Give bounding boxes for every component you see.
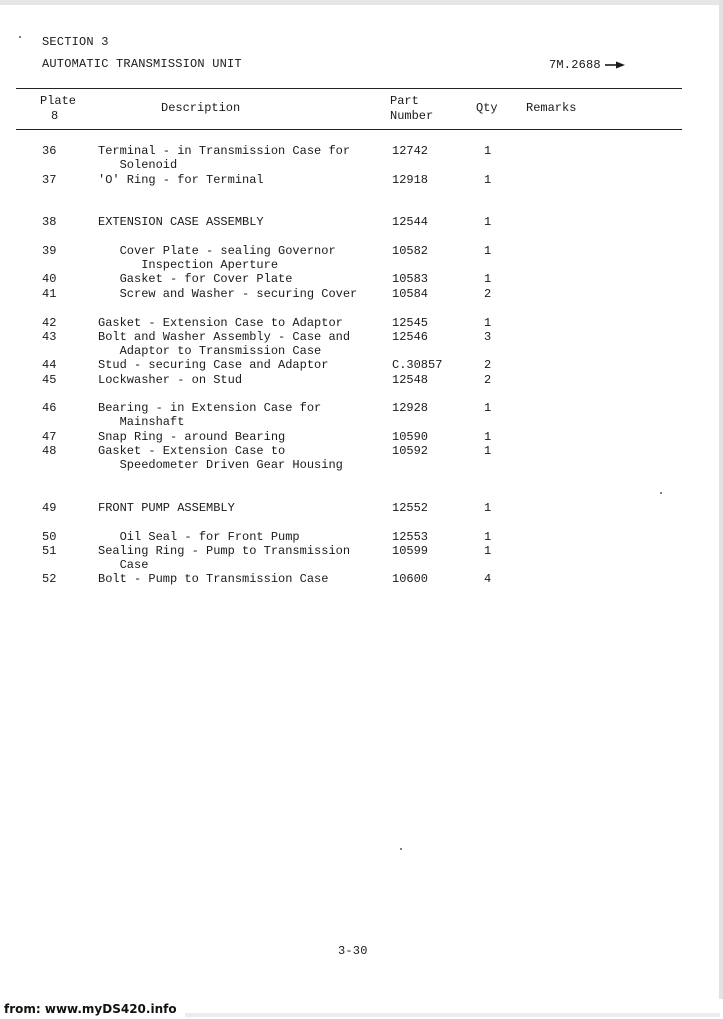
plate-number: 45 [42, 373, 57, 387]
description: Snap Ring - around Bearing [98, 430, 286, 444]
footer-bar [0, 999, 723, 1019]
reference-code-text: 7M.2688 [549, 58, 601, 72]
page-number: 3-30 [338, 944, 368, 958]
description: Lockwasher - on Stud [98, 373, 243, 387]
part-number: 10583 [392, 272, 429, 286]
quantity: 1 [484, 401, 492, 415]
column-header-remarks: Remarks [526, 101, 577, 115]
plate-number: 36 [42, 144, 57, 158]
part-number: 12545 [392, 316, 429, 330]
plate-number: 48 [42, 444, 57, 458]
description: Solenoid [98, 158, 178, 172]
plate-number: 39 [42, 244, 57, 258]
description: Case [98, 558, 149, 572]
description: Bolt and Washer Assembly - Case and [98, 330, 351, 344]
plate-number: 49 [42, 501, 57, 515]
scan-right-edge [719, 0, 723, 1019]
description: Mainshaft [98, 415, 185, 429]
quantity: 2 [484, 358, 492, 372]
plate-number: 51 [42, 544, 57, 558]
quantity: 2 [484, 373, 492, 387]
section-title: SECTION 3 [42, 35, 109, 49]
part-number: 12918 [392, 173, 429, 187]
column-header-number: Number [390, 109, 434, 123]
quantity: 1 [484, 173, 492, 187]
plate-number: 42 [42, 316, 57, 330]
description: Speedometer Driven Gear Housing [98, 458, 343, 472]
description: 'O' Ring - for Terminal [98, 173, 264, 187]
quantity: 1 [484, 215, 492, 229]
description: Terminal - in Transmission Case for [98, 144, 351, 158]
plate-number: 43 [42, 330, 57, 344]
part-number: 12546 [392, 330, 429, 344]
quantity: 1 [484, 430, 492, 444]
part-number: 10584 [392, 287, 429, 301]
plate-number: 50 [42, 530, 57, 544]
quantity: 1 [484, 272, 492, 286]
part-number: 12742 [392, 144, 429, 158]
unit-title: AUTOMATIC TRANSMISSION UNIT [42, 57, 242, 71]
description: Cover Plate - sealing Governor [98, 244, 336, 258]
plate-number: 44 [42, 358, 57, 372]
part-number: 12553 [392, 530, 429, 544]
right-arrow-icon [605, 61, 625, 69]
description: Adaptor to Transmission Case [98, 344, 322, 358]
plate-number: 41 [42, 287, 57, 301]
reference-code [549, 58, 625, 72]
quantity: 1 [484, 444, 492, 458]
description: Bearing - in Extension Case for [98, 401, 322, 415]
plate-number: 52 [42, 572, 57, 586]
header-bottom-rule [16, 129, 682, 130]
column-header-plate-number: 8 [51, 109, 59, 123]
column-header-plate: Plate [40, 94, 77, 108]
footer-scan-band [185, 1013, 720, 1017]
part-number: 10590 [392, 430, 429, 444]
part-number: 10592 [392, 444, 429, 458]
description: Screw and Washer - securing Cover [98, 287, 358, 301]
quantity: 1 [484, 316, 492, 330]
description: Gasket - Extension Case to [98, 444, 286, 458]
scan-speck [660, 492, 662, 494]
description: Bolt - Pump to Transmission Case [98, 572, 329, 586]
plate-number: 38 [42, 215, 57, 229]
description: Stud - securing Case and Adaptor [98, 358, 329, 372]
part-number: 12544 [392, 215, 429, 229]
description: Gasket - Extension Case to Adaptor [98, 316, 343, 330]
column-header-description: Description [161, 101, 241, 115]
part-number: 12928 [392, 401, 429, 415]
description: EXTENSION CASE ASSEMBLY [98, 215, 264, 229]
quantity: 1 [484, 244, 492, 258]
quantity: 1 [484, 544, 492, 558]
header-top-rule [16, 88, 682, 89]
part-number: 12552 [392, 501, 429, 515]
plate-number: 47 [42, 430, 57, 444]
quantity: 1 [484, 144, 492, 158]
part-number: 12548 [392, 373, 429, 387]
part-number: 10600 [392, 572, 429, 586]
part-number: C.30857 [392, 358, 443, 372]
plate-number: 46 [42, 401, 57, 415]
description: Inspection Aperture [98, 258, 279, 272]
scan-speck [19, 36, 21, 38]
quantity: 1 [484, 530, 492, 544]
plate-number: 40 [42, 272, 57, 286]
description: Sealing Ring - Pump to Transmission [98, 544, 351, 558]
scan-speck [400, 848, 402, 850]
column-header-part: Part [390, 94, 419, 108]
part-number: 10582 [392, 244, 429, 258]
plate-number: 37 [42, 173, 57, 187]
description: Oil Seal - for Front Pump [98, 530, 300, 544]
column-header-qty: Qty [476, 101, 498, 115]
quantity: 2 [484, 287, 492, 301]
part-number: 10599 [392, 544, 429, 558]
quantity: 3 [484, 330, 492, 344]
description: Gasket - for Cover Plate [98, 272, 293, 286]
quantity: 1 [484, 501, 492, 515]
scan-top-edge [0, 0, 723, 5]
description: FRONT PUMP ASSEMBLY [98, 501, 235, 515]
source-link[interactable]: from: www.myDS420.info [4, 1002, 177, 1016]
quantity: 4 [484, 572, 492, 586]
